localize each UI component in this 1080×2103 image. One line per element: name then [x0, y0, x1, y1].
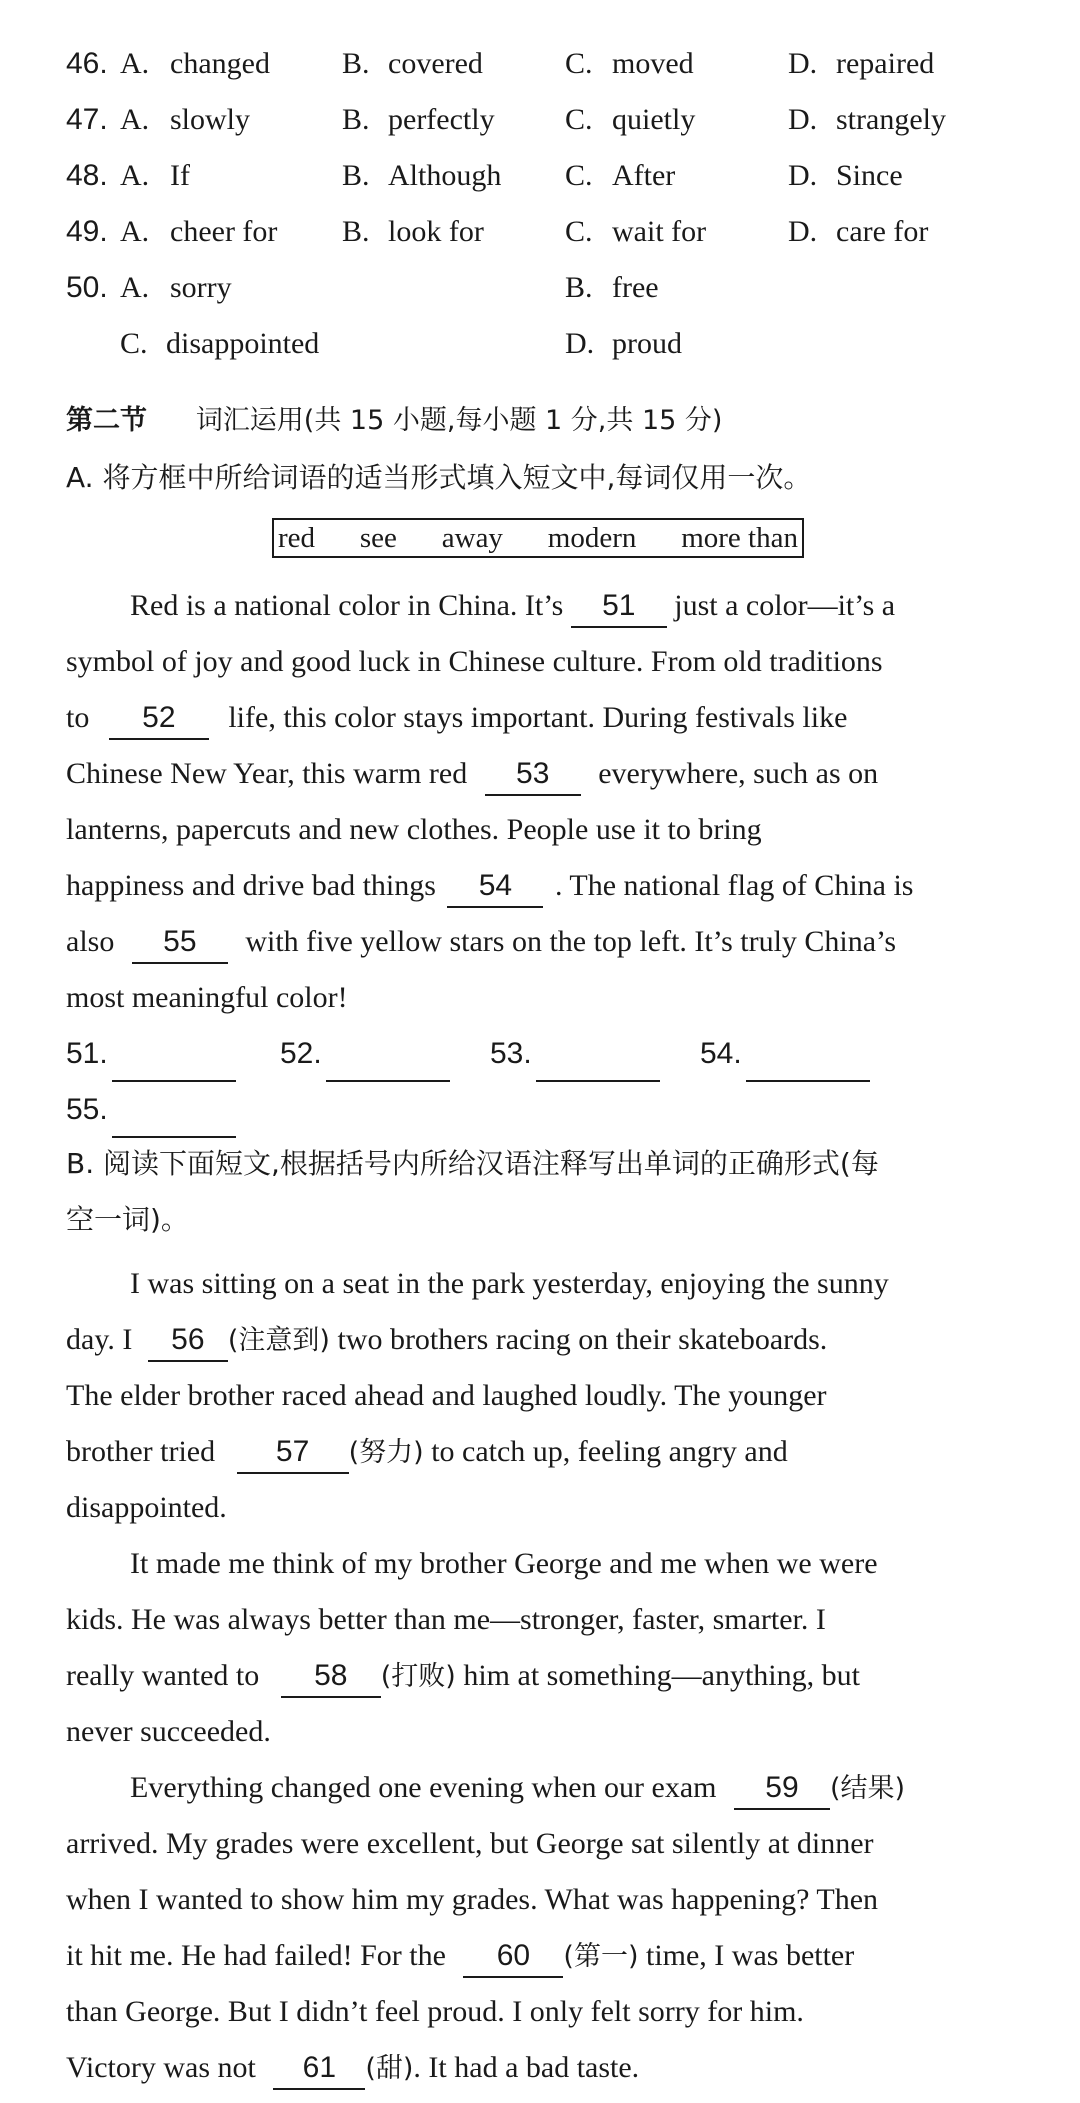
answer-slot-55[interactable] — [66, 1082, 236, 1138]
question-number: 49. — [66, 215, 108, 248]
option-text: covered — [388, 47, 483, 80]
option-text: disappointed — [166, 327, 320, 360]
option-letter: B. — [565, 271, 593, 304]
option-letter: D. — [788, 103, 818, 136]
answer-line[interactable] — [746, 1040, 870, 1082]
blank-53[interactable]: 53 — [485, 754, 581, 796]
text: time, I was better — [645, 1939, 855, 1972]
option-letter: D. — [788, 47, 818, 80]
word-box-item: more than — [681, 521, 798, 554]
answer-row — [66, 1026, 1014, 1082]
option-text: wait for — [612, 215, 707, 248]
passage-b-line: arrived. My grades were excellent, but George sat silently at dinner — [66, 1827, 874, 1860]
part-a-instruction: A. 将方框中所给词语的适当形式填入短文中,每词仅用一次。 — [66, 461, 812, 494]
passage-b-line: never succeeded. — [66, 1715, 271, 1748]
text: with five yellow stars on the top left. It’s truly China’s — [245, 925, 897, 958]
option-text: proud — [612, 327, 682, 360]
text: just a color—it’s a — [674, 589, 896, 622]
hint-60: (第一) — [563, 1941, 639, 1972]
question-row-48 — [0, 148, 1080, 204]
option-text: look for — [388, 215, 484, 248]
blank-58[interactable]: 58 — [281, 1656, 381, 1698]
passage-b-line — [66, 1424, 1014, 1480]
passage-b-line: when I wanted to show him my grades. What was happening? Then — [66, 1883, 879, 1916]
option-letter: A. — [120, 159, 150, 192]
text: him at something—anything, but — [463, 1659, 860, 1692]
option-letter: D. — [565, 327, 595, 360]
hint-61: (甜) — [365, 2053, 414, 2084]
text: life, this color stays important. During festivals like — [228, 701, 848, 734]
option-text: If — [170, 159, 190, 192]
part-b-instruction: B. 阅读下面短文,根据括号内所给汉语注释写出单词的正确形式(每 — [66, 1147, 879, 1180]
option-text: Since — [836, 159, 903, 192]
option-letter: D. — [788, 159, 818, 192]
answer-label: 54. — [700, 1037, 742, 1070]
option-letter: C. — [565, 47, 593, 80]
passage-a-line: most meaningful color! — [66, 981, 348, 1014]
text: Chinese New Year, this warm red — [66, 757, 468, 790]
passage-b-line — [130, 1760, 1014, 1816]
option-letter: D. — [788, 215, 818, 248]
blank-54[interactable]: 54 — [447, 866, 543, 908]
answer-label: 53. — [490, 1037, 532, 1070]
word-box-item: away — [441, 521, 503, 554]
word-box-item: see — [359, 521, 397, 554]
section-subtitle: 词汇运用(共 15 小题,每小题 1 分,共 15 分) — [195, 405, 723, 436]
option-text: cheer for — [170, 215, 278, 248]
option-letter: C. — [565, 215, 593, 248]
question-number: 48. — [66, 159, 108, 192]
passage-a-line: symbol of joy and good luck in Chinese culture. From old traditions — [66, 645, 883, 678]
option-letter: B. — [342, 47, 370, 80]
answer-slot-54[interactable] — [700, 1026, 870, 1082]
hint-58: (打败) — [380, 1661, 456, 1692]
passage-b-line — [66, 2040, 1014, 2096]
section-title: 第二节 — [66, 405, 147, 436]
question-number: 47. — [66, 103, 108, 136]
part-b-instruction: 空一词)。 — [66, 1203, 189, 1236]
question-row-49 — [0, 204, 1080, 260]
option-text: changed — [170, 47, 270, 80]
question-row-50-cont — [0, 316, 1080, 372]
hint-59: (结果) — [829, 1773, 906, 1804]
answer-label: 52. — [280, 1037, 322, 1070]
word-box-item: modern — [547, 521, 637, 554]
blank-61[interactable]: 61 — [273, 2048, 365, 2090]
passage-b-line — [66, 1928, 1014, 1984]
option-letter: A. — [120, 271, 150, 304]
answer-slot-52[interactable] — [280, 1026, 450, 1082]
option-letter: B. — [342, 215, 370, 248]
text: everywhere, such as on — [598, 757, 879, 790]
question-row-50 — [0, 260, 1080, 316]
answer-line[interactable] — [112, 1096, 236, 1138]
text: to — [66, 701, 90, 734]
answer-line[interactable] — [536, 1040, 660, 1082]
answer-label: 55. — [66, 1093, 108, 1126]
text: really wanted to — [66, 1659, 260, 1692]
question-number: 46. — [66, 47, 108, 80]
passage-b-line: I was sitting on a seat in the park yesterday, enjoying the sunny — [130, 1267, 889, 1300]
option-text: perfectly — [388, 103, 495, 136]
option-letter: C. — [565, 103, 593, 136]
option-text: slowly — [170, 103, 251, 136]
blank-55[interactable]: 55 — [132, 922, 228, 964]
blank-60[interactable]: 60 — [463, 1936, 563, 1978]
passage-b-line: kids. He was always better than me—stronger, faster, smarter. I — [66, 1603, 826, 1636]
passage-a-line — [66, 914, 1014, 970]
text: also — [66, 925, 115, 958]
blank-57[interactable]: 57 — [237, 1432, 349, 1474]
passage-a-line — [66, 858, 1014, 914]
text: two brothers racing on their skateboards. — [337, 1323, 828, 1356]
passage-a-line — [66, 690, 1014, 746]
passage-b-line: than George. But I didn’t feel proud. I only felt sorry for him. — [66, 1995, 804, 2028]
option-text: quietly — [612, 103, 696, 136]
text: . The national flag of China is — [554, 869, 914, 902]
option-letter: A. — [120, 103, 150, 136]
option-letter: B. — [342, 159, 370, 192]
text: to catch up, feeling angry and — [431, 1435, 788, 1468]
text: . It had a bad taste. — [413, 2051, 640, 2084]
option-text: free — [612, 271, 659, 304]
word-box — [272, 518, 804, 558]
option-letter: A. — [120, 215, 150, 248]
blank-59[interactable]: 59 — [734, 1768, 830, 1810]
passage-b-line: The elder brother raced ahead and laughed loudly. The younger — [66, 1379, 827, 1412]
question-row-46 — [0, 36, 1080, 92]
option-text: After — [612, 159, 676, 192]
answer-slot-51[interactable] — [66, 1026, 236, 1082]
option-text: strangely — [836, 103, 946, 136]
text: Everything changed one evening when our exam — [130, 1771, 717, 1804]
section-heading — [66, 398, 722, 437]
word-box-item: red — [278, 521, 316, 554]
passage-a-line: lanterns, papercuts and new clothes. People use it to bring — [66, 813, 762, 846]
option-text: Although — [388, 159, 502, 192]
option-letter: C. — [120, 327, 148, 360]
option-text: sorry — [170, 271, 232, 304]
text: Victory was not — [66, 2051, 256, 2084]
passage-a-line — [130, 578, 1014, 634]
answer-line[interactable] — [326, 1040, 450, 1082]
blank-52[interactable]: 52 — [109, 698, 209, 740]
question-number: 50. — [66, 271, 108, 304]
text: happiness and drive bad things — [66, 869, 436, 902]
option-text: repaired — [836, 47, 935, 80]
passage-b-line — [66, 1312, 1014, 1368]
answer-slot-53[interactable] — [490, 1026, 660, 1082]
hint-57: (努力) — [348, 1437, 424, 1468]
blank-51[interactable]: 51 — [571, 586, 667, 628]
text: day. I — [66, 1323, 133, 1356]
option-text: moved — [612, 47, 694, 80]
option-letter: B. — [342, 103, 370, 136]
passage-a-line — [66, 746, 1014, 802]
hint-56: (注意到) — [227, 1325, 330, 1356]
text: brother tried — [66, 1435, 216, 1468]
text: it hit me. He had failed! For the — [66, 1939, 446, 1972]
answer-line[interactable] — [112, 1040, 236, 1082]
answer-label: 51. — [66, 1037, 108, 1070]
blank-56[interactable]: 56 — [148, 1320, 228, 1362]
option-text: care for — [836, 215, 929, 248]
option-letter: C. — [565, 159, 593, 192]
passage-b-line: disappointed. — [66, 1491, 227, 1524]
question-row-47 — [0, 92, 1080, 148]
text: Red is a national color in China. It’s — [130, 589, 564, 622]
passage-b-line: It made me think of my brother George and me when we were — [130, 1547, 878, 1580]
passage-b-line — [66, 1648, 1014, 1704]
option-letter: A. — [120, 47, 150, 80]
